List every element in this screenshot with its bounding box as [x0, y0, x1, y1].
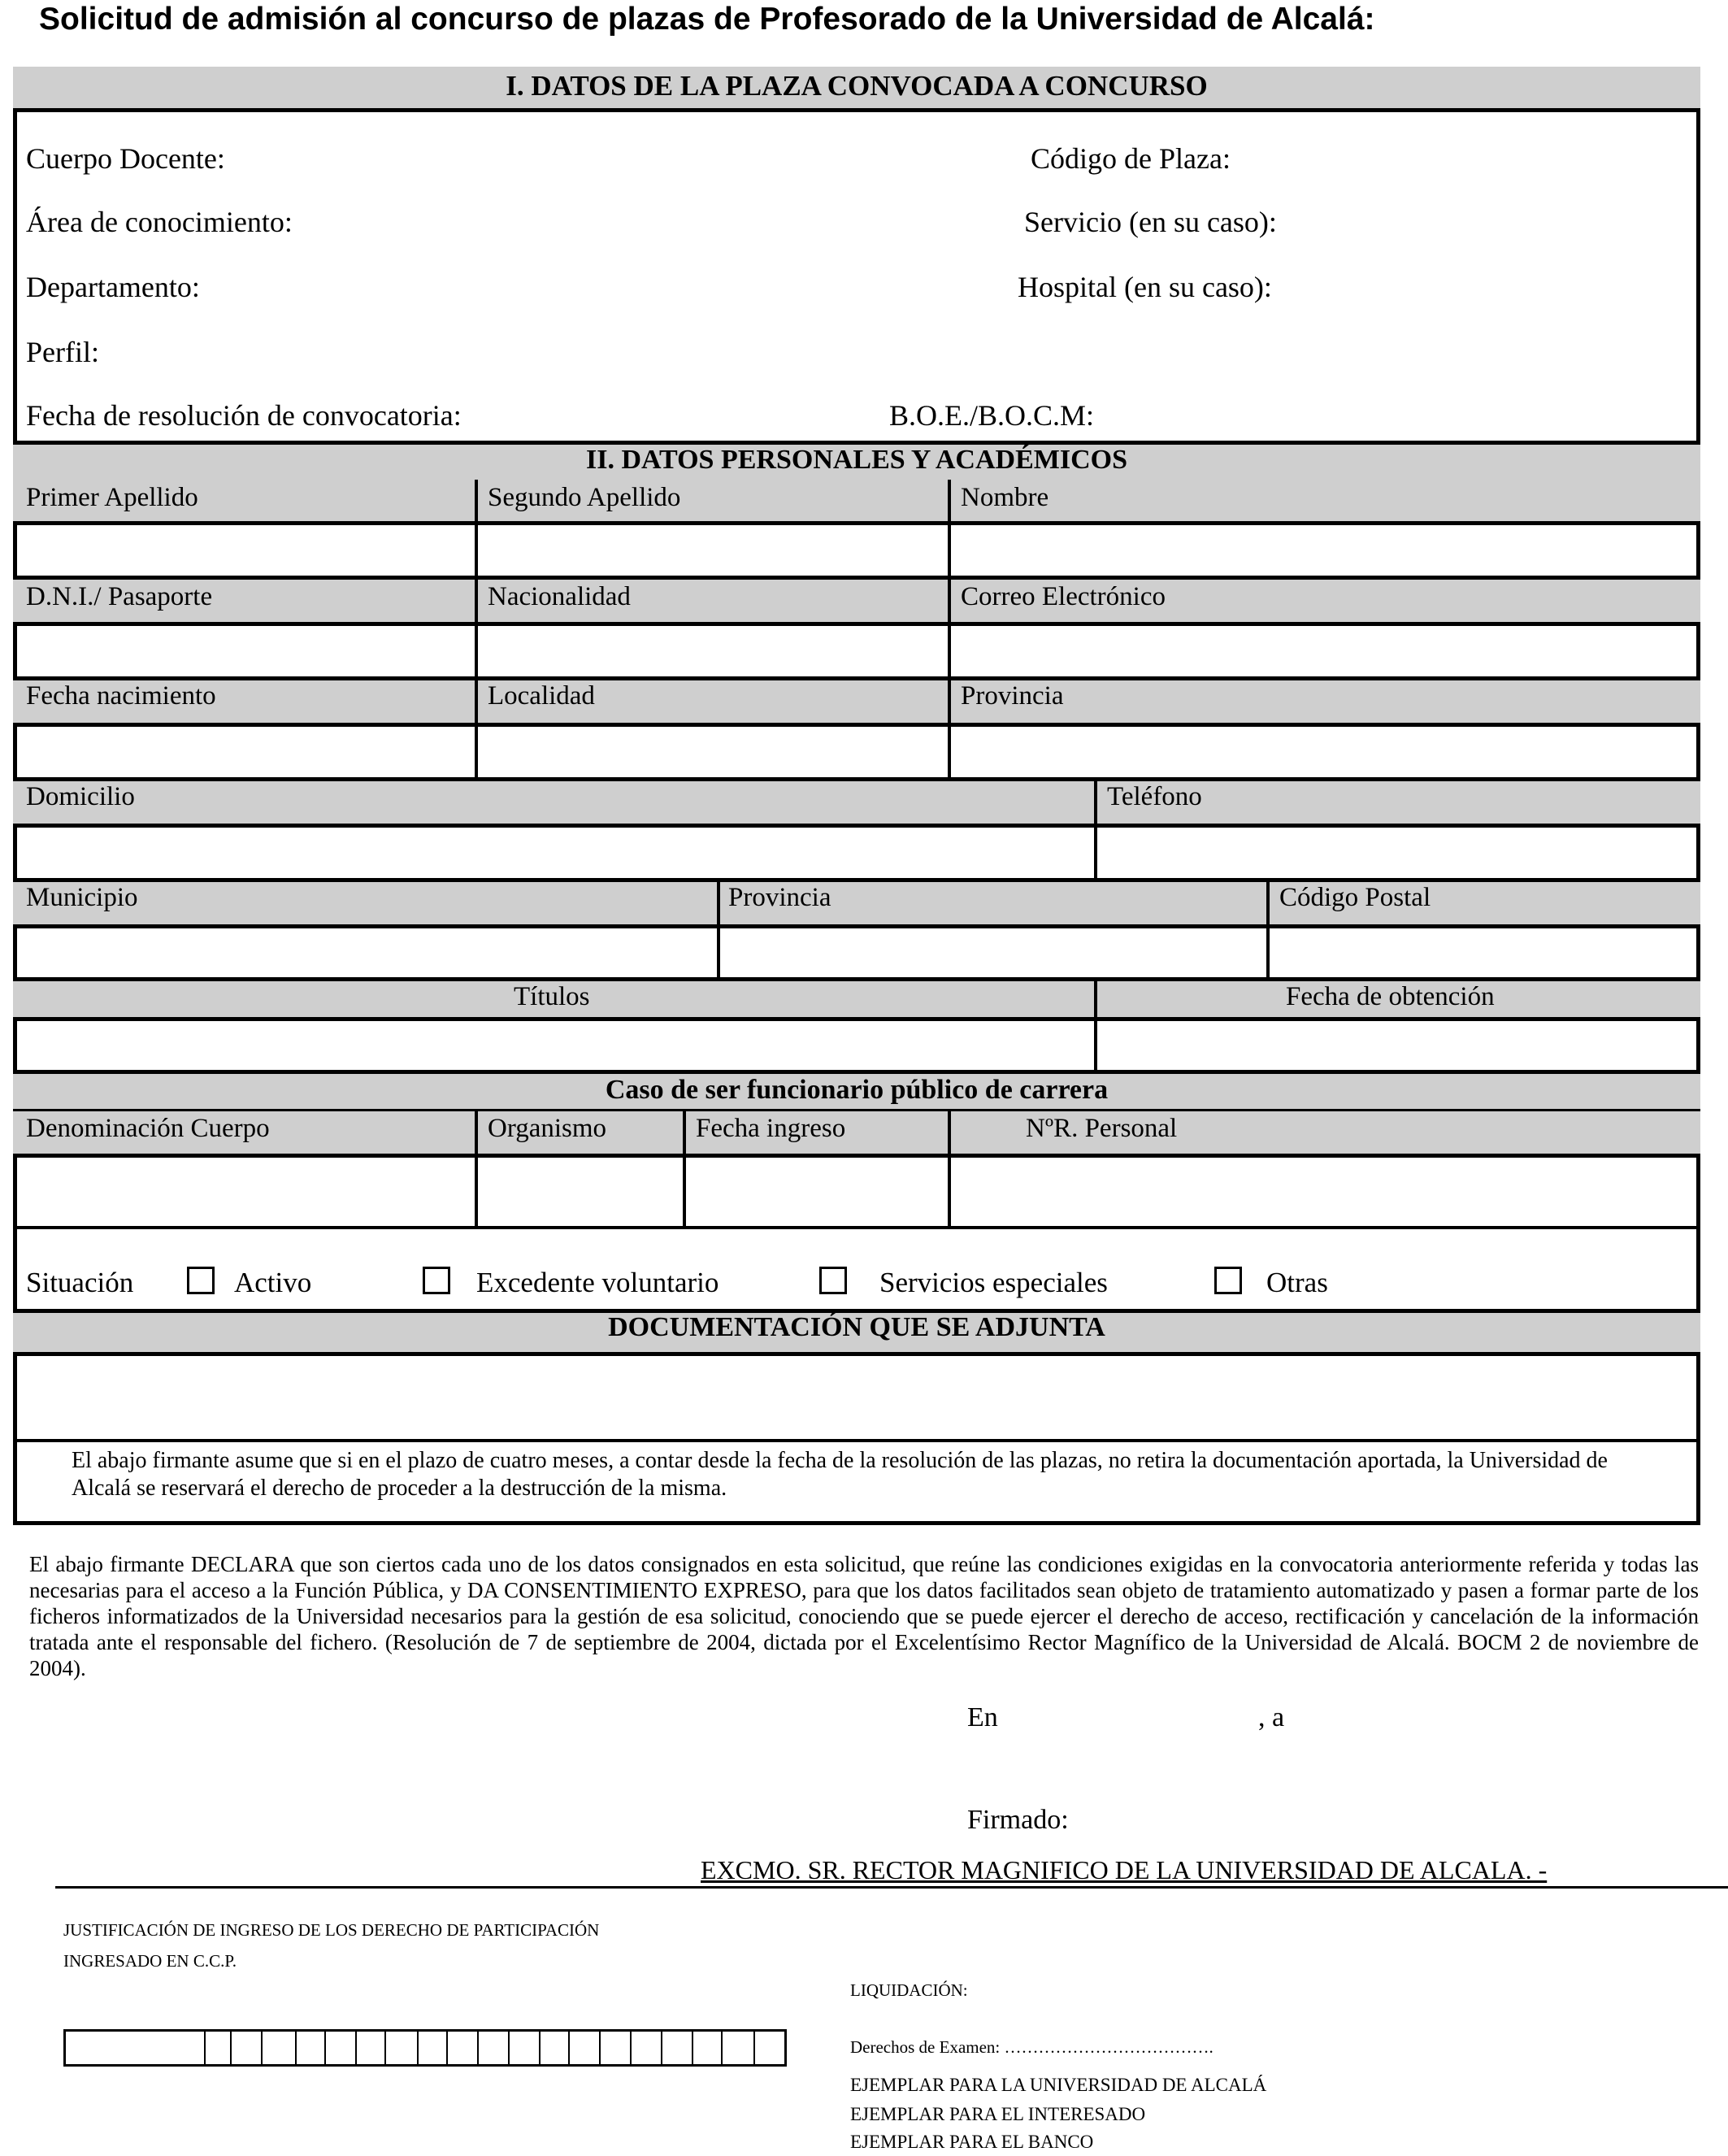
primer-apellido-field[interactable]: [18, 525, 473, 576]
localidad-label: Localidad: [488, 681, 595, 711]
page-title: Solicitud de admisión al concurso de plazas de Profesorado de la Universidad de Alcalá:: [39, 2, 1375, 37]
dni-field[interactable]: [18, 626, 473, 676]
provincia-field[interactable]: [953, 727, 1694, 777]
provincia2-label: Provincia: [728, 883, 831, 912]
denominacion-cuerpo-field[interactable]: [18, 1158, 473, 1226]
row2-header: [13, 576, 1700, 626]
perfil-label: Perfil:: [26, 336, 99, 368]
titulos-field[interactable]: [18, 1021, 1091, 1070]
segundo-apellido-field[interactable]: [480, 525, 946, 576]
domicilio-label: Domicilio: [26, 782, 135, 811]
otras-checkbox[interactable]: [1214, 1267, 1242, 1294]
section1-header: [13, 67, 1700, 112]
correo-label: Correo Electrónico: [961, 582, 1166, 611]
segundo-apellido-label: Segundo Apellido: [488, 483, 681, 512]
en-label: En: [967, 1702, 998, 1732]
telefono-field[interactable]: [1099, 828, 1694, 878]
fecha-ingreso-label: Fecha ingreso: [696, 1114, 846, 1143]
section2-header: [13, 441, 1700, 525]
funcionario-heading: Caso de ser funcionario público de carrera: [605, 1075, 1109, 1105]
domicilio-field[interactable]: [18, 828, 1091, 878]
servicios-especiales-checkbox[interactable]: [819, 1267, 847, 1294]
liquidacion-label: LIQUIDACIÓN:: [850, 1980, 968, 2000]
section2-heading: II. DATOS PERSONALES Y ACADÉMICOS: [586, 445, 1127, 475]
ccp-boxes[interactable]: [63, 2029, 787, 2067]
row5-header: [13, 878, 1700, 928]
dni-label: D.N.I./ Pasaporte: [26, 582, 213, 611]
servicio-label: Servicio (en su caso):: [1024, 206, 1277, 238]
fecha-obtencion-field[interactable]: [1099, 1021, 1694, 1070]
correo-field[interactable]: [953, 626, 1694, 676]
codigo-postal-field[interactable]: [1271, 928, 1694, 977]
organismo-field[interactable]: [480, 1158, 681, 1226]
derechos-examen-label: Derechos de Examen: ……………………………….: [850, 2037, 1214, 2057]
cuerpo-docente-label: Cuerpo Docente:: [26, 142, 225, 175]
rector-rule: [55, 1886, 1728, 1889]
ejemplar-interesado: EJEMPLAR PARA EL INTERESADO: [850, 2104, 1146, 2124]
area-label: Área de conocimiento:: [26, 206, 293, 238]
rector-label: EXCMO. SR. RECTOR MAGNIFICO DE LA UNIVERSIDAD DE ALCALA. -: [701, 1855, 1548, 1884]
provincia-label: Provincia: [961, 681, 1064, 711]
boe-label: B.O.E./B.O.C.M:: [889, 399, 1095, 432]
nombre-label: Nombre: [961, 483, 1049, 512]
documentacion-field[interactable]: [18, 1356, 1695, 1439]
a-label: , a: [1258, 1702, 1285, 1732]
departamento-label: Departamento:: [26, 271, 200, 303]
fecha-nacimiento-field[interactable]: [18, 727, 473, 777]
fecha-ingreso-field[interactable]: [688, 1158, 946, 1226]
nacionalidad-field[interactable]: [480, 626, 946, 676]
ejemplar-banco: EJEMPLAR PARA EL BANCO: [850, 2132, 1094, 2152]
codigo-plaza-label: Código de Plaza:: [1031, 142, 1231, 175]
ejemplar-universidad: EJEMPLAR PARA LA UNIVERSIDAD DE ALCALÁ: [850, 2075, 1267, 2095]
activo-checkbox[interactable]: [187, 1267, 215, 1294]
fecha-obtencion-label: Fecha de obtención: [1286, 982, 1495, 1011]
activo-label: Activo: [234, 1267, 312, 1298]
documentacion-heading: DOCUMENTACIÓN QUE SE ADJUNTA: [608, 1312, 1105, 1342]
servicios-especiales-label: Servicios especiales: [879, 1267, 1108, 1298]
titulos-label: Títulos: [514, 982, 590, 1011]
denominacion-cuerpo-label: Denominación Cuerpo: [26, 1114, 270, 1143]
nacionalidad-label: Nacionalidad: [488, 582, 631, 611]
telefono-label: Teléfono: [1107, 782, 1202, 811]
nrp-field[interactable]: [953, 1158, 1694, 1226]
excedente-label: Excedente voluntario: [476, 1267, 719, 1298]
fecha-resolucion-label: Fecha de resolución de convocatoria:: [26, 399, 462, 432]
hospital-label: Hospital (en su caso):: [1018, 271, 1272, 303]
fecha-nacimiento-label: Fecha nacimiento: [26, 681, 216, 711]
justificacion-line2: INGRESADO EN C.C.P.: [63, 1951, 237, 1971]
declaracion-text: El abajo firmante DECLARA que son ciertos cada uno de los datos consignados en esta solicitud, que reúne las condiciones exigidas en la convocatoria anteriormente referida y todas las necesarias para el acceso a la Función Pública, y DA CONSENTIMIENTO EXPRESO, para que los datos facilitados sean objeto de tratamiento automatizado y pasen a formar parte de los ficheros informatizados de la Universidad necesarios para la gestión de esa solicitud, conociendo que se puede ejercer el derecho de acceso, rectificación y cancelación de la información tratada ante el responsable del fichero. (Resolución de 7 de septiembre de 2004, dictada por el Excelentísimo Rector Magnífico de la Universidad de Alcalá. BOCM 2 de noviembre de 2004).: [29, 1552, 1699, 1680]
codigo-postal-label: Código Postal: [1279, 883, 1431, 912]
localidad-field[interactable]: [480, 727, 946, 777]
situacion-label: Situación: [26, 1267, 134, 1298]
municipio-field[interactable]: [18, 928, 714, 977]
nrp-label: NºR. Personal: [1026, 1114, 1178, 1143]
row4-header: [13, 777, 1700, 828]
organismo-label: Organismo: [488, 1114, 607, 1143]
otras-label: Otras: [1266, 1267, 1328, 1298]
firmado-label: Firmado:: [967, 1805, 1069, 1835]
nombre-field[interactable]: [953, 525, 1694, 576]
justificacion-line1: JUSTIFICACIÓN DE INGRESO DE LOS DERECHO DE PARTICIPACIÓN: [63, 1920, 600, 1940]
provincia2-field[interactable]: [722, 928, 1265, 977]
primer-apellido-label: Primer Apellido: [26, 483, 198, 512]
excedente-checkbox[interactable]: [423, 1267, 450, 1294]
documentacion-note: El abajo firmante asume que si en el plazo de cuatro meses, a contar desde la fecha de la resolución de las plazas, no retira la documentación aportada, la Universidad de Alcalá se reservará el derecho de proceder a la destrucción de la misma.: [72, 1448, 1608, 1501]
row3-header: [13, 676, 1700, 727]
section1-heading: I. DATOS DE LA PLAZA CONVOCADA A CONCURSO: [506, 70, 1208, 102]
municipio-label: Municipio: [26, 883, 138, 912]
